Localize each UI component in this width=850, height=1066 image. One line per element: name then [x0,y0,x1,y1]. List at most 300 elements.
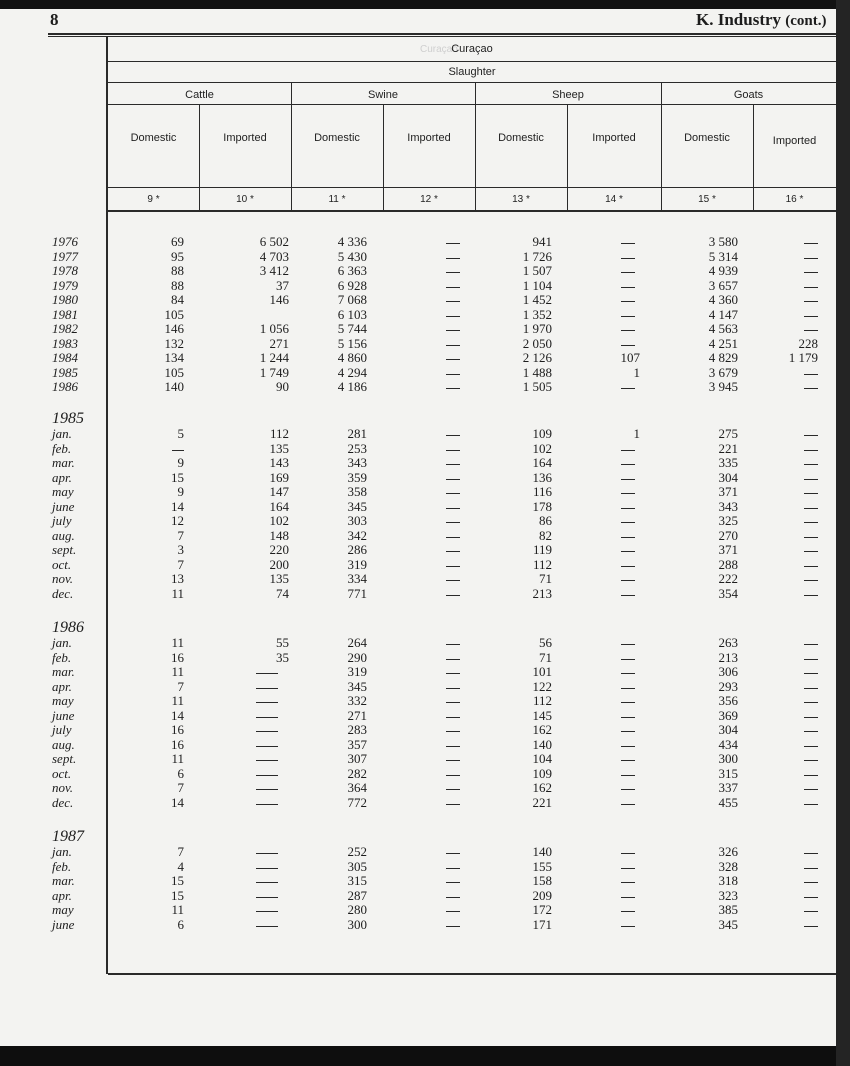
row-label: jan. [52,844,72,859]
table-cell: 86 [539,513,552,528]
table-cell: 1 507 [522,263,552,278]
row-label: 1983 [52,335,78,351]
table-cell: 371 [718,542,738,557]
table-cell: 69 [171,234,184,249]
table-cell-dash [446,450,460,451]
table-cell-dash [621,580,635,581]
table-cell: 7 [177,780,184,795]
table-cell-dash [804,330,818,331]
table-cell-dash [804,316,818,317]
table-cell: 300 [718,751,738,766]
table-cell: 112 [532,556,552,572]
table-cell-dash [804,537,818,538]
table-cell: 334 [347,571,367,586]
table-cell: 200 [269,556,289,572]
table-cell-dash [446,731,460,732]
table-cell: 221 [718,440,738,456]
table-cell-dash [621,789,635,790]
table-cell: 105 [164,364,184,380]
table-cell-dash [804,673,818,674]
table-cell-dash [804,775,818,776]
table-cell-dash [804,804,818,805]
table-cell: 11 [171,902,184,917]
table-cell-dash [621,911,635,912]
table-cell: 343 [347,455,367,470]
table-cell: 337 [718,780,738,795]
table-cell: 104 [532,751,552,766]
table-cell: 11 [171,585,184,601]
header-sub-12: Imported [407,132,451,144]
table-cell: 253 [347,440,367,456]
table-cell: 1 244 [259,350,289,365]
table-cell: 16 [171,722,184,737]
table-cell-dash [621,673,635,674]
table-cell-dash [446,659,460,660]
table-cell: 55 [276,635,289,650]
table-cell: 315 [347,873,367,888]
table-cell-dash [804,868,818,869]
table-cell: 155 [532,858,552,874]
table-cell: 178 [532,498,552,514]
table-cell: 16 [171,736,184,752]
table-cell-dash [804,464,818,465]
table-cell: 220 [269,542,289,557]
scan-border-right [836,0,850,1066]
table-cell: 112 [532,693,552,708]
table-cell-dash [804,644,818,645]
header-sub-14: Imported [592,132,636,144]
table-cell: 293 [718,678,738,694]
table-cell: 4 186 [337,379,367,394]
table-cell-dash [446,359,460,360]
header-region: Curaçao [451,43,493,55]
row-label: june [52,498,75,514]
table-cell-dash [621,479,635,480]
table-cell-dash [621,330,635,331]
table-cell: 4 251 [708,335,738,351]
table-cell: 6 502 [259,234,289,249]
table-cell: 345 [347,498,367,514]
table-cell-dash [256,702,278,703]
table-cell: 5 430 [337,248,367,264]
row-label: aug. [52,736,75,752]
table-cell: 319 [347,556,367,572]
table-cell-dash [256,688,278,689]
table-cell: 136 [532,469,552,485]
table-cell: 102 [532,440,552,456]
table-cell-dash [804,760,818,761]
table-cell-dash [446,272,460,273]
table-cell: 146 [269,292,289,307]
table-cell: 13 [171,571,184,586]
table-cell: 11 [171,693,184,708]
table-cell: 109 [532,426,552,441]
table-cell: 264 [347,635,367,650]
rule-under-region [108,61,836,62]
section-title-cont: (cont.) [785,13,827,29]
table-cell-dash [621,345,635,346]
table-cell: 35 [276,649,289,665]
row-label: june [52,916,75,932]
scan-border-bottom [0,1046,850,1066]
row-label: may [52,484,74,499]
table-cell: 275 [718,426,738,441]
table-cell: 434 [718,736,738,752]
table-cell: 14 [171,707,184,723]
table-cell: 252 [347,844,367,859]
table-cell: 101 [532,664,552,679]
table-cell-dash [446,345,460,346]
table-cell: 213 [718,649,738,665]
table-cell-dash [446,537,460,538]
table-cell: 11 [171,751,184,766]
table-cell-dash [446,853,460,854]
table-cell: 319 [347,664,367,679]
row-label: 1977 [52,248,78,264]
table-cell: 6 [177,916,184,932]
row-label: 1982 [52,321,78,336]
table-cell-dash [446,243,460,244]
table-cell-dash [621,272,635,273]
header-sub-9: Domestic [130,132,177,144]
table-cell: 88 [171,263,184,278]
table-cell-dash [446,644,460,645]
table-cell-dash [804,688,818,689]
table-cell: 140 [532,736,552,752]
table-cell: 15 [171,873,184,888]
table-cell: 2 050 [522,335,552,351]
row-label: feb. [52,440,72,456]
table-cell-dash [804,926,818,927]
table-cell: 74 [276,585,289,601]
table-cell-dash [446,760,460,761]
table-cell-dash [256,911,278,912]
table-cell: 2 126 [522,350,552,365]
header-sub-11: Domestic [314,132,360,144]
table-cell-dash [621,882,635,883]
table-cell-dash [804,479,818,480]
section-title [696,10,827,30]
table-cell-dash [446,301,460,302]
table-cell-dash [446,926,460,927]
table-cell: 145 [532,707,552,723]
table-cell-dash [621,746,635,747]
table-cell-dash [804,287,818,288]
table-cell-dash [621,659,635,660]
table-cell-dash [804,508,818,509]
table-cell-dash [804,789,818,790]
table-cell-dash [446,508,460,509]
bleed-through-text: Curaçao [420,44,458,55]
rule-under-group [108,82,836,83]
table-cell: 105 [164,306,184,322]
table-cell: 281 [347,426,367,441]
table-cell-dash [446,374,460,375]
table-cell: 7 068 [337,292,367,307]
table-cell-dash [621,301,635,302]
table-cell: 345 [347,678,367,694]
table-cell-dash [256,760,278,761]
table-cell: 5 314 [708,248,738,264]
header-animal-cattle: Cattle [185,89,214,101]
table-cell: 455 [718,794,738,810]
header-colnum-13: 13 * [512,194,530,205]
table-cell-dash [446,717,460,718]
table-cell: 1 452 [522,292,552,307]
table-cell: 134 [164,350,184,365]
table-cell: 102 [269,513,289,528]
table-cell-dash [621,537,635,538]
table-cell: 15 [171,887,184,903]
row-label: may [52,693,74,708]
row-label: 1980 [52,292,78,307]
table-cell: 171 [532,916,552,932]
table-cell-dash [446,522,460,523]
table-cell-dash [446,688,460,689]
row-label: 1984 [52,350,78,365]
table-cell: 6 363 [337,263,367,278]
table-cell: 15 [171,469,184,485]
table-cell: 116 [532,484,552,499]
table-cell: 12 [171,513,184,528]
table-cell: 82 [539,527,552,543]
table-cell-dash [621,760,635,761]
row-label: may [52,902,74,917]
row-label: feb. [52,649,72,665]
table-cell: 287 [347,887,367,903]
table-cell: 369 [718,707,738,723]
table-cell: 4 703 [259,248,289,264]
table-cell-dash [804,580,818,581]
header-colnum-9: 9 * [147,194,160,205]
table-cell: 345 [718,916,738,932]
year-heading-1985: 1985 [52,410,84,427]
table-cell: 9 [177,455,184,470]
table-cell-dash [256,775,278,776]
row-label: dec. [52,585,74,601]
table-cell: 271 [347,707,367,723]
header-colnum-10: 10 * [236,194,254,205]
row-label: 1981 [52,306,78,322]
table-cell: 71 [539,649,552,665]
table-cell: 300 [347,916,367,932]
table-cell: 1 056 [259,321,289,336]
table-cell: 14 [171,498,184,514]
table-cell-dash [256,731,278,732]
table-cell-dash [446,493,460,494]
table-cell: 84 [171,292,184,307]
table-cell-dash [621,926,635,927]
table-cell: 3 657 [708,277,738,293]
row-label: july [52,513,72,528]
table-cell: 162 [532,722,552,737]
table-cell: 7 [177,678,184,694]
table-cell: 304 [718,469,738,485]
table-cell: 135 [269,571,289,586]
table-cell-dash [621,731,635,732]
table-cell: 164 [532,455,552,470]
row-label: sept. [52,751,77,766]
table-cell-dash [804,301,818,302]
year-heading-1986: 1986 [52,619,84,636]
row-label: 1979 [52,277,78,293]
table-cell-dash [446,330,460,331]
table-cell: 318 [718,873,738,888]
table-cell-dash [804,566,818,567]
table-cell: 315 [718,765,738,781]
row-label: dec. [52,794,74,810]
table-cell: 323 [718,887,738,903]
rule-under-animals [108,104,836,105]
table-cell-dash [621,450,635,451]
table-cell-dash [804,853,818,854]
table-cell: 6 103 [337,306,367,322]
table-cell-dash [804,731,818,732]
row-label: sept. [52,542,77,557]
table-cell-dash [446,566,460,567]
table-cell: 1 505 [522,379,552,394]
table-cell-dash [804,435,818,436]
table-cell: 5 [177,426,184,441]
table-cell-dash [446,868,460,869]
table-cell: 342 [347,527,367,543]
table-cell: 282 [347,765,367,781]
table-cell: 304 [718,722,738,737]
table-cell: 325 [718,513,738,528]
table-cell: 16 [171,649,184,665]
table-cell-dash [621,804,635,805]
rule-animal-sep-1 [475,82,476,210]
table-cell: 328 [718,858,738,874]
table-cell: 3 580 [708,234,738,249]
table-cell-dash [621,243,635,244]
table-cell-dash [446,258,460,259]
row-label: nov. [52,571,74,586]
table-cell: 354 [718,585,738,601]
table-cell: 1 726 [522,248,552,264]
rule-animal-sep-2 [661,82,662,210]
table-cell-dash [804,450,818,451]
table-cell: 771 [347,585,367,601]
table-cell: 172 [532,902,552,917]
row-label: apr. [52,887,72,903]
row-label: mar. [52,873,75,888]
table-cell-dash [621,464,635,465]
table-cell: 307 [347,751,367,766]
table-cell-dash [621,717,635,718]
table-cell: 228 [798,335,818,351]
table-cell-dash [621,853,635,854]
table-cell-dash [446,789,460,790]
table-cell: 122 [532,678,552,694]
table-cell: 109 [532,765,552,781]
table-cell: 213 [532,585,552,601]
table-cell-dash [621,258,635,259]
table-cell: 4 [177,858,184,874]
scan-border-top [0,0,850,9]
table-cell-dash [256,673,278,674]
table-cell: 221 [532,794,552,810]
table-cell: 4 294 [337,364,367,380]
table-cell: 14 [171,794,184,810]
table-cell-dash [621,522,635,523]
table-cell: 1 104 [522,277,552,293]
header-colnum-12: 12 * [420,194,438,205]
table-cell: 263 [718,635,738,650]
row-label: mar. [52,664,75,679]
table-cell: 1 179 [788,350,818,365]
table-cell-dash [804,746,818,747]
section-title-text: K. Industry [696,10,782,29]
header-sub-13: Domestic [498,132,544,144]
row-label: apr. [52,678,72,694]
table-cell: 4 336 [337,234,367,249]
row-label: oct. [52,765,72,781]
row-label: feb. [52,858,72,874]
row-label: nov. [52,780,74,795]
table-cell: 4 939 [708,263,738,278]
table-cell: 306 [718,664,738,679]
table-cell: 3 412 [259,263,289,278]
table-cell-dash [172,450,184,451]
table-cell: 3 [177,542,184,557]
row-label: 1986 [52,379,78,394]
rule-above-colnums [108,187,836,188]
table-cell: 358 [347,484,367,499]
table-cell: 7 [177,556,184,572]
table-cell-dash [621,868,635,869]
table-cell-dash [804,388,818,389]
table-cell: 112 [269,426,289,441]
table-cell: 286 [347,542,367,557]
table-cell: 359 [347,469,367,485]
table-cell-dash [621,551,635,552]
header-animal-goats: Goats [733,89,764,101]
table-cell-dash [256,882,278,883]
table-cell-dash [256,789,278,790]
table-cell-dash [804,522,818,523]
header-sub-10: Imported [223,132,267,144]
header-colnum-15: 15 * [698,194,716,205]
table-cell-dash [804,702,818,703]
table-cell-dash [621,897,635,898]
table-cell: 288 [718,556,738,572]
header-colnum-14: 14 * [605,194,623,205]
table-cell-dash [256,717,278,718]
table-cell-dash [256,926,278,927]
table-cell-dash [256,897,278,898]
table-cell: 303 [347,513,367,528]
table-cell: 343 [718,498,738,514]
table-cell-dash [804,659,818,660]
table-cell: 158 [532,873,552,888]
table-cell-dash [804,717,818,718]
table-cell: 283 [347,722,367,737]
table-cell-dash [621,595,635,596]
table-cell: 3 945 [708,379,738,394]
table-cell-dash [804,551,818,552]
table-cell: 1 488 [522,364,552,380]
table-cell: 1 970 [522,321,552,336]
table-cell-dash [621,702,635,703]
row-label: 1978 [52,263,78,278]
row-label: aug. [52,527,75,543]
table-cell-dash [446,804,460,805]
table-cell: 271 [269,335,289,351]
table-cell-dash [804,911,818,912]
year-heading-1987: 1987 [52,828,84,845]
table-cell: 772 [347,794,367,810]
